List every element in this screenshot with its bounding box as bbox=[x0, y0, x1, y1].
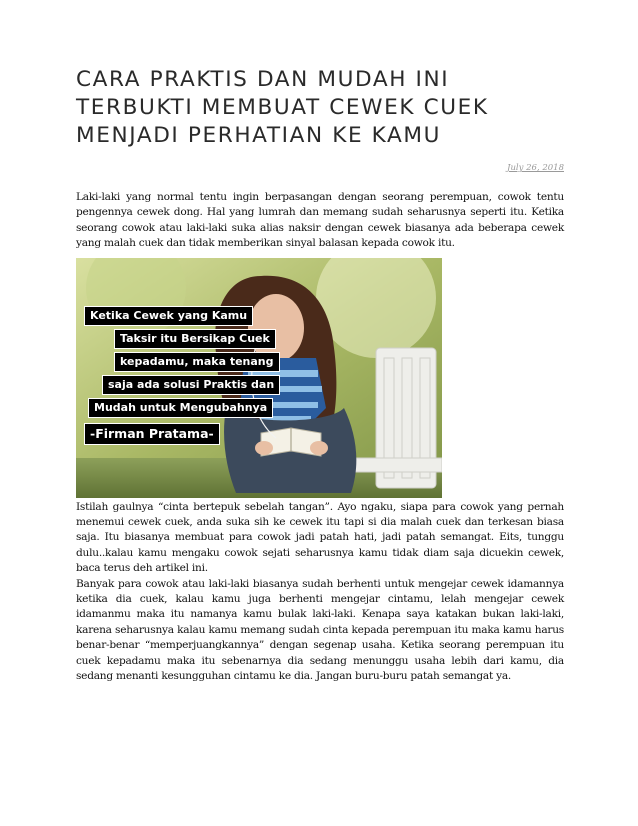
overlay-line-4: saja ada solusi Praktis dan bbox=[102, 375, 280, 395]
overlay-line-2: Taksir itu Bersikap Cuek bbox=[114, 329, 276, 349]
overlay-line-5: Mudah untuk Mengubahnya bbox=[88, 398, 273, 418]
paragraph-3: Banyak para cowok atau laki-laki biasanya sudah berhenti untuk mengejar cewek idamannya ketika dia cuek, kalau kamu juga berhenti mengejar cintamu, lelah mengejar cewek idamanmu maka itu namanya kamu bulak laki-laki. Kenapa saya katakan bukan laki-laki, karena seharusnya kalau kamu memang sudah cinta kepada perempuan itu maka kamu harus benar-benar “memperjuangkannya” dengan segenap usaha. Ketika seorang perempuan itu cuek kepadamu maka itu sebenarnya dia sedang menunggu usaha lebih dari kamu, dia sedang menanti kesungguhan cintamu ke dia. Jangan buru-buru patah semangat ya. bbox=[76, 577, 564, 683]
title-line-1: CARA PRAKTIS DAN MUDAH INI bbox=[76, 67, 450, 92]
overlay-line-1: Ketika Cewek yang Kamu bbox=[84, 306, 253, 326]
article bbox=[76, 66, 564, 685]
overlay-line-3: kepadamu, maka tenang bbox=[114, 352, 280, 372]
title-line-2: TERBUKTI MEMBUAT CEWEK CUEK bbox=[76, 95, 489, 120]
article-title bbox=[76, 66, 564, 150]
post-date-link[interactable]: July 26, 2018 bbox=[507, 163, 564, 173]
date-row bbox=[76, 163, 564, 175]
intro-paragraph: Laki-laki yang normal tentu ingin berpasangan dengan seorang perempuan, cowok tentu pengennya cewek dong. Hal yang lumrah dan memang sudah seharusnya seperti itu. Ketika seorang cowok atau laki-laki suka alias naksir dengan cewek biasanya ada beberapa cewek yang malah cuek dan tidak memberikan sinyal balasan kepada cowok itu. bbox=[76, 191, 564, 250]
title-line-3: MENJADI PERHATIAN KE KAMU bbox=[76, 123, 442, 148]
article-photo bbox=[76, 258, 442, 498]
paragraph-2: Istilah gaulnya “cinta bertepuk sebelah tangan”. Ayo ngaku, siapa para cowok yang pernah menemui cewek cuek, anda suka sih ke cewek itu tapi si dia malah cuek dan terkesan biasa saja. Itu biasanya membuat para cowok jadi patah hati, jadi patah semangat. Eits, tunggu dulu..kalau kamu mengaku cowok sejati seharusnya kamu tidak diam saja dicuekin cewek, baca terus deh artikel ini. bbox=[76, 500, 564, 575]
overlay-author: -Firman Pratama- bbox=[84, 423, 220, 445]
